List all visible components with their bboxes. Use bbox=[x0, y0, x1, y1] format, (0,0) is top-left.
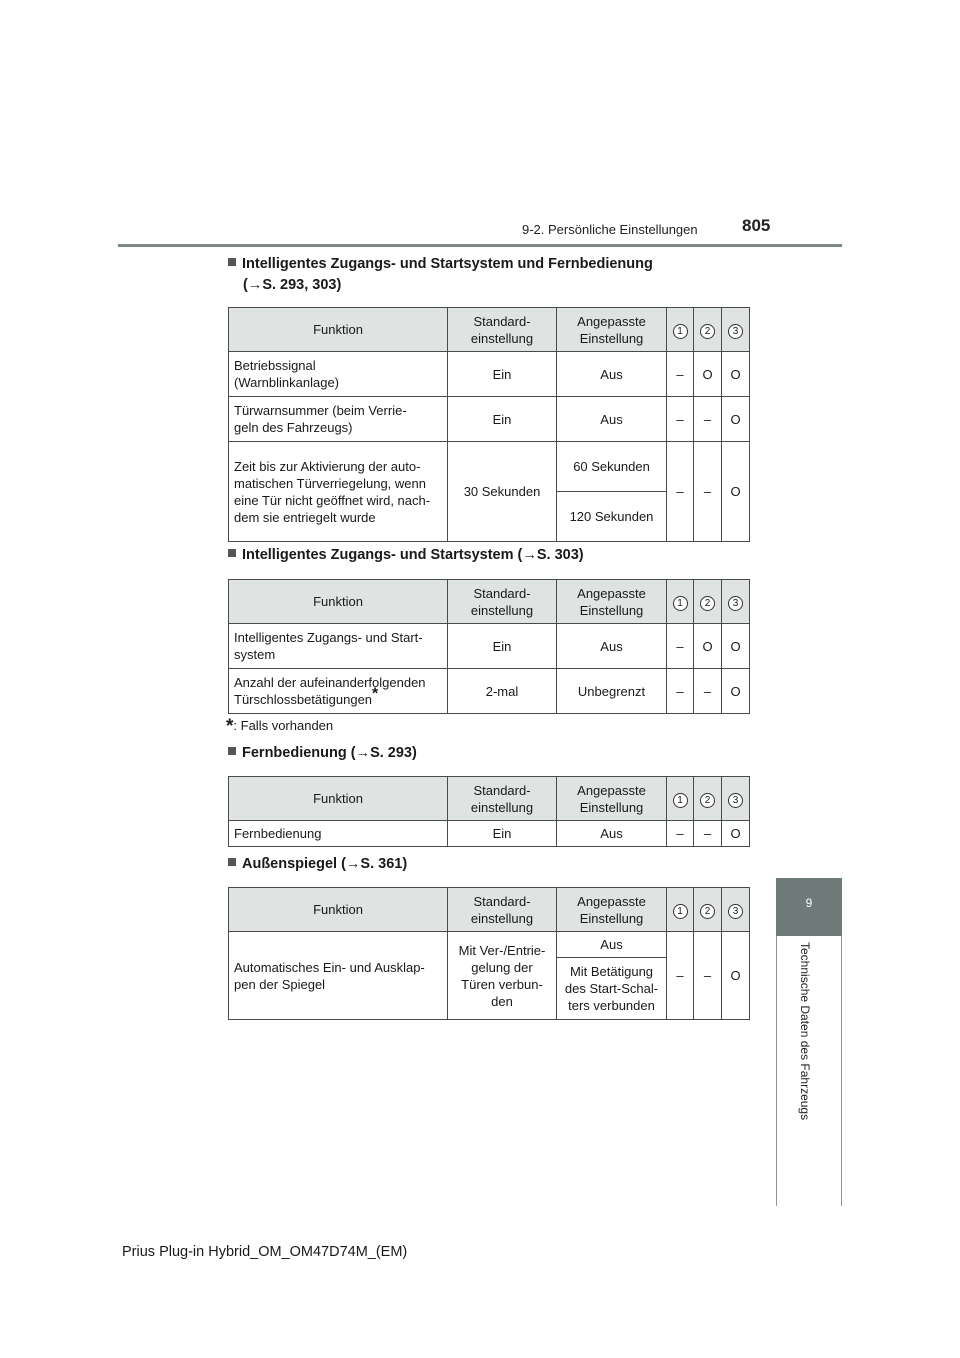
col-header-2 bbox=[694, 580, 722, 624]
circled-three-icon: 3 bbox=[728, 324, 743, 339]
chapter-label-wrap bbox=[800, 942, 814, 1142]
square-bullet-icon bbox=[228, 858, 236, 866]
mode-1-cell: – bbox=[667, 669, 694, 714]
section-heading-2-text: Intelligentes Zugangs- und Startsystem (→S. 303) bbox=[242, 547, 584, 563]
table-row bbox=[229, 442, 750, 492]
circled-two-icon: 2 bbox=[700, 793, 715, 808]
section-heading-3-text: Fernbedienung (→S. 293) bbox=[242, 745, 417, 761]
col-header-standard: Standard- einstellung bbox=[448, 580, 557, 624]
col-header-3 bbox=[722, 308, 750, 352]
circled-three-icon: 3 bbox=[728, 596, 743, 611]
col-header-funktion: Funktion bbox=[229, 308, 448, 352]
table-row bbox=[229, 624, 750, 669]
circled-one-icon: 1 bbox=[673, 904, 688, 919]
custom-cell: Unbegrenzt bbox=[557, 669, 667, 714]
table-row bbox=[229, 932, 750, 958]
mode-2-cell: O bbox=[694, 624, 722, 669]
function-cell: Intelligentes Zugangs- und Start- system bbox=[229, 624, 448, 669]
custom-cell: Aus bbox=[557, 821, 667, 847]
circled-three-icon: 3 bbox=[728, 904, 743, 919]
mode-1-cell: – bbox=[667, 821, 694, 847]
table-header-row bbox=[229, 777, 750, 821]
mode-2-cell: – bbox=[694, 397, 722, 442]
section-heading-1 bbox=[228, 256, 653, 272]
col-header-2 bbox=[694, 777, 722, 821]
standard-cell: 30 Sekunden bbox=[448, 442, 557, 542]
function-cell: Anzahl der aufeinanderfolgenden Türschlossbetätigungen* bbox=[229, 669, 448, 714]
square-bullet-icon bbox=[228, 549, 236, 557]
mode-1-cell: – bbox=[667, 397, 694, 442]
function-cell: Türwarnsummer (beim Verrie- geln des Fahrzeugs) bbox=[229, 397, 448, 442]
section-heading-4-text: Außenspiegel (→S. 361) bbox=[242, 856, 408, 872]
standard-cell: Ein bbox=[448, 397, 557, 442]
mode-3-cell: O bbox=[722, 352, 750, 397]
col-header-3 bbox=[722, 777, 750, 821]
chapter-tab bbox=[776, 878, 842, 936]
col-header-2 bbox=[694, 888, 722, 932]
col-header-2 bbox=[694, 308, 722, 352]
mode-1-cell: – bbox=[667, 442, 694, 542]
chapter-label: Technische Daten des Fahrzeugs bbox=[798, 942, 812, 1121]
col-header-standard: Standard- einstellung bbox=[448, 308, 557, 352]
section-heading-3 bbox=[228, 745, 417, 761]
table-row bbox=[229, 669, 750, 714]
col-header-funktion: Funktion bbox=[229, 580, 448, 624]
footnote-marker: * bbox=[372, 685, 379, 703]
standard-cell: Mit Ver-/Entrie- gelung der Türen verbun- den bbox=[448, 932, 557, 1020]
custom-cell: Aus bbox=[557, 932, 667, 958]
mode-2-cell: – bbox=[694, 821, 722, 847]
mode-3-cell: O bbox=[722, 442, 750, 542]
mode-3-cell: O bbox=[722, 932, 750, 1020]
standard-cell: 2-mal bbox=[448, 669, 557, 714]
col-header-1 bbox=[667, 308, 694, 352]
section-heading-2 bbox=[228, 547, 584, 563]
custom-cell: Mit Betätigung des Start-Schal- ters verbunden bbox=[557, 958, 667, 1020]
document-id: Prius Plug-in Hybrid_OM_OM47D74M_(EM) bbox=[122, 1244, 408, 1260]
standard-cell: Ein bbox=[448, 624, 557, 669]
settings-table-3 bbox=[228, 776, 750, 847]
page-number: 805 bbox=[742, 216, 771, 235]
function-cell: Betriebssignal (Warnblinkanlage) bbox=[229, 352, 448, 397]
col-header-1 bbox=[667, 777, 694, 821]
custom-cell: 60 Sekunden bbox=[557, 442, 667, 492]
circled-three-icon: 3 bbox=[728, 793, 743, 808]
circled-one-icon: 1 bbox=[673, 596, 688, 611]
header-divider bbox=[118, 244, 842, 247]
col-header-1 bbox=[667, 888, 694, 932]
standard-cell: Ein bbox=[448, 821, 557, 847]
custom-cell: Aus bbox=[557, 624, 667, 669]
col-header-funktion: Funktion bbox=[229, 777, 448, 821]
section-heading-4 bbox=[228, 856, 407, 872]
mode-3-cell: O bbox=[722, 669, 750, 714]
col-header-angepasst: Angepasste Einstellung bbox=[557, 777, 667, 821]
footnote bbox=[226, 716, 333, 738]
mode-2-cell: – bbox=[694, 669, 722, 714]
square-bullet-icon bbox=[228, 258, 236, 266]
col-header-angepasst: Angepasste Einstellung bbox=[557, 308, 667, 352]
table-row bbox=[229, 352, 750, 397]
table-header-row bbox=[229, 888, 750, 932]
custom-cell: Aus bbox=[557, 397, 667, 442]
settings-table-2 bbox=[228, 579, 750, 714]
col-header-1 bbox=[667, 580, 694, 624]
table-header-row bbox=[229, 308, 750, 352]
col-header-standard: Standard- einstellung bbox=[448, 777, 557, 821]
mode-2-cell: – bbox=[694, 932, 722, 1020]
col-header-standard: Standard- einstellung bbox=[448, 888, 557, 932]
mode-3-cell: O bbox=[722, 624, 750, 669]
table-row bbox=[229, 821, 750, 847]
mode-3-cell: O bbox=[722, 821, 750, 847]
function-cell: Automatisches Ein- und Ausklap- pen der Spiegel bbox=[229, 932, 448, 1020]
circled-two-icon: 2 bbox=[700, 904, 715, 919]
footnote-text: : Falls vorhanden bbox=[233, 718, 334, 733]
col-header-funktion: Funktion bbox=[229, 888, 448, 932]
section-heading-1-text: Intelligentes Zugangs- und Startsystem und Fernbedienung bbox=[242, 256, 653, 272]
circled-two-icon: 2 bbox=[700, 324, 715, 339]
settings-table-4 bbox=[228, 887, 750, 1020]
circled-two-icon: 2 bbox=[700, 596, 715, 611]
custom-cell: Aus bbox=[557, 352, 667, 397]
mode-1-cell: – bbox=[667, 624, 694, 669]
section-heading-1-ref: (→S. 293, 303) bbox=[243, 277, 342, 293]
function-cell: Zeit bis zur Aktivierung der auto- matischen Türverriegelung, wenn eine Tür nicht geöffnet wird, nach- dem sie entriegelt wurde bbox=[229, 442, 448, 542]
mode-2-cell: – bbox=[694, 442, 722, 542]
col-header-3 bbox=[722, 888, 750, 932]
settings-table-1 bbox=[228, 307, 750, 542]
footnote-star: * bbox=[226, 716, 234, 737]
chapter-number: 9 bbox=[805, 896, 813, 910]
circled-one-icon: 1 bbox=[673, 324, 688, 339]
custom-cell: 120 Sekunden bbox=[557, 492, 667, 542]
col-header-3 bbox=[722, 580, 750, 624]
table-header-row bbox=[229, 580, 750, 624]
col-header-angepasst: Angepasste Einstellung bbox=[557, 888, 667, 932]
circled-one-icon: 1 bbox=[673, 793, 688, 808]
mode-1-cell: – bbox=[667, 932, 694, 1020]
chapter-header-title: 9-2. Persönliche Einstellungen bbox=[522, 222, 698, 237]
square-bullet-icon bbox=[228, 747, 236, 755]
mode-3-cell: O bbox=[722, 397, 750, 442]
standard-cell: Ein bbox=[448, 352, 557, 397]
function-cell: Fernbedienung bbox=[229, 821, 448, 847]
col-header-angepasst: Angepasste Einstellung bbox=[557, 580, 667, 624]
mode-2-cell: O bbox=[694, 352, 722, 397]
table-row bbox=[229, 397, 750, 442]
mode-1-cell: – bbox=[667, 352, 694, 397]
